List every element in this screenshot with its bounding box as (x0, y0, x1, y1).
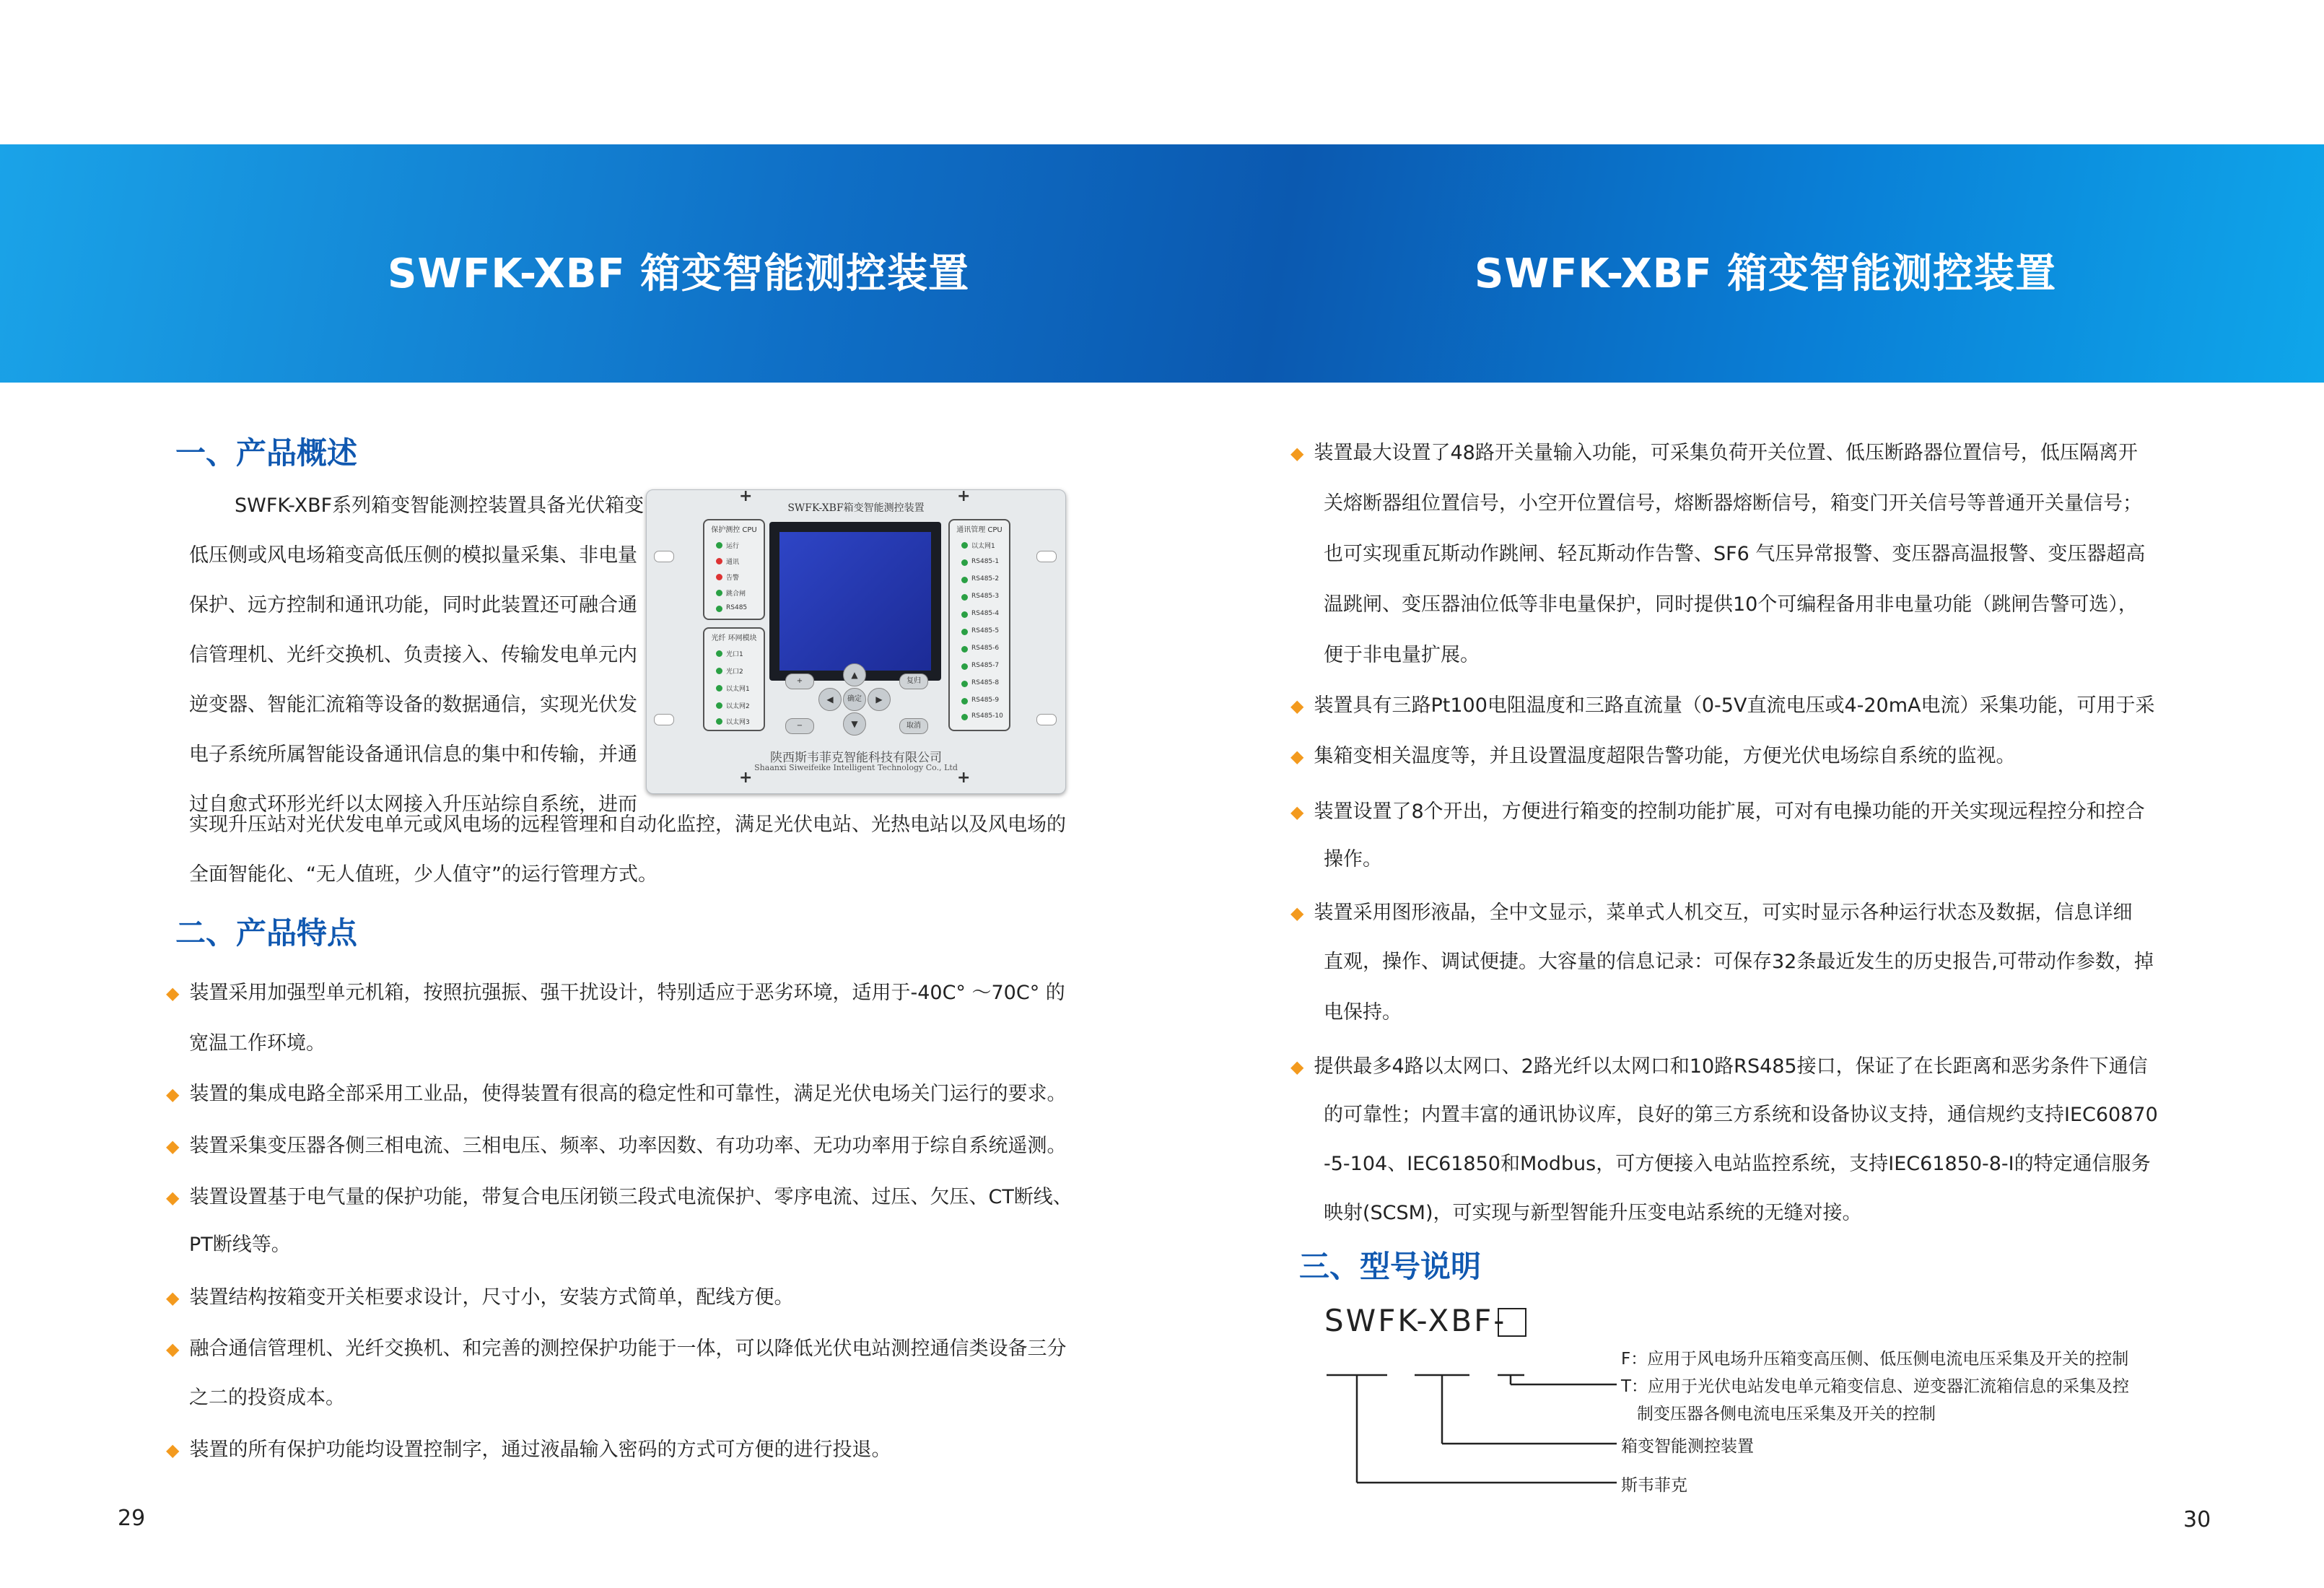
led-label: RS485-9 (971, 697, 1000, 704)
device-title: SWFK-XBF箱变智能测控装置 (787, 502, 925, 514)
section-title-features: 二、产品特点 (175, 915, 358, 951)
overview-line: 过自愈式环形光纤以太网接入升压站综自系统，进而 (189, 793, 637, 816)
ok-button[interactable]: 确定 (843, 688, 866, 711)
overview-line: 保护、远方控制和通讯功能，同时此装置还可融合通 (189, 594, 637, 616)
led-label: RS485-10 (971, 712, 1003, 720)
model-note-brand: 斯韦菲克 (1621, 1476, 1687, 1495)
reset-button[interactable]: 复归 (899, 673, 928, 689)
led-label: RS485 (726, 604, 748, 611)
bullet-diamond-icon: ◆ (166, 1440, 180, 1460)
nav-right-button[interactable]: ▶ (868, 688, 891, 711)
model-note-t-cont: 制变压器各侧电流电压采集及开关的控制 (1637, 1405, 1936, 1423)
bullet-diamond-icon: ◆ (166, 1339, 180, 1359)
bullet-diamond-icon: ◆ (166, 983, 180, 1003)
overview-line: 低压侧或风电场箱变高低压侧的模拟量采集、非电量 (189, 544, 637, 567)
section-title-overview: 一、产品概述 (175, 435, 358, 471)
bullet-diamond-icon: ◆ (166, 1084, 180, 1104)
led-label: 以太网2 (726, 703, 750, 710)
bullet-diamond-icon: ◆ (1290, 903, 1304, 923)
feature-text: 装置的集成电路全部采用工业品，使得装置有很高的稳定性和可靠性，满足光伏电场关门运行的要求。 (189, 1083, 1067, 1105)
feature-text: 集箱变相关温度等，并且设置温度超限告警功能，方便光伏电场综自系统的监视。 (1314, 745, 2016, 767)
feature-text-cont: 电保持。 (1324, 1001, 1402, 1024)
nav-down-button[interactable]: ▼ (843, 712, 866, 736)
feature-text-cont: -5-104、IEC61850和Modbus，可方便接入电站监控系统，支持IEC61850-8-I的特定通信服务 (1324, 1153, 2151, 1175)
feature-text: 提供最多4路以太网口、2路光纤以太网口和10路RS485接口，保证了在长距离和恶劣条件下通信 (1314, 1055, 2148, 1078)
feature-text: 装置采用图形液晶，全中文显示，菜单式人机交互，可实时显示各种运行状态及数据，信息详细 (1314, 902, 2133, 924)
feature-text-cont: 关熔断器组位置信号，小空开位置信号，熔断器熔断信号，箱变门开关信号等普通开关量信号； (1324, 492, 2142, 515)
company-name-cn: 陕西斯韦菲克智能科技有限公司 (770, 751, 942, 765)
feature-text: 融合通信管理机、光纤交换机、和完善的测控保护功能于一体，可以降低光伏电站测控通信类设备三分 (189, 1338, 1067, 1360)
model-note-f: F：应用于风电场升压箱变高压侧、低压侧电流电压采集及开关的控制 (1621, 1350, 2129, 1369)
screw-plus: + (957, 769, 971, 787)
bullet-diamond-icon: ◆ (166, 1288, 180, 1308)
feature-text: 装置设置了8个开出，方便进行箱变的控制功能扩展，可对有电操功能的开关实现远程控分和控合 (1314, 800, 2145, 823)
led-label: 运行 (726, 543, 740, 550)
led-label: 光口2 (726, 668, 743, 676)
led-label: RS485-5 (971, 627, 1000, 634)
minus-button[interactable]: − (785, 718, 814, 734)
bullet-diamond-icon: ◆ (1290, 802, 1304, 822)
feature-text: 装置最大设置了48路开关量输入功能，可采集负荷开关位置、低压断路器位置信号，低压隔离开 (1314, 442, 2138, 464)
led-label: 光口1 (726, 651, 743, 658)
feature-text: 装置采集变压器各侧三相电流、三相电压、频率、功率因数、有功功率、无功功率用于综自系统遥测。 (189, 1135, 1067, 1157)
panel-title: 光纤 环网模块 (711, 634, 757, 642)
led-label: RS485-6 (971, 645, 1000, 652)
model-note-product: 箱变智能测控装置 (1621, 1437, 1754, 1456)
overview-line: 全面智能化、“无人值班，少人值守”的运行管理方式。 (189, 863, 658, 886)
feature-text-cont: 温跳闸、变压器油位低等非电量保护，同时提供10个可编程备用非电量功能（跳闸告警可选）， (1324, 593, 2138, 616)
bullet-diamond-icon: ◆ (166, 1136, 180, 1156)
led-label: 以太网3 (726, 719, 750, 726)
feature-text: 装置具有三路Pt100电阻温度和三路直流量（0-5V直流电压或4-20mA电流）采集功能，可用于采 (1314, 694, 2155, 717)
led-label: RS485-2 (971, 575, 1000, 583)
overview-line: SWFK-XBF系列箱变智能测控装置具备光伏箱变 (235, 494, 645, 517)
nav-left-button[interactable]: ◀ (818, 688, 842, 711)
model-note-t: T：应用于光伏电站发电单元箱变信息、逆变器汇流箱信息的采集及控 (1621, 1377, 2130, 1396)
feature-text-cont: 直观，操作、调试便捷。大容量的信息记录：可保存32条最近发生的历史报告,可带动作参数，掉 (1324, 951, 2154, 973)
feature-text-cont: 便于非电量扩展。 (1324, 644, 1480, 666)
feature-text: 装置采用加强型单元机箱，按照抗强振、强干扰设计，特别适应于恶劣环境，适用于-40C° ～70C° 的 (189, 982, 1065, 1004)
led-label: RS485-4 (971, 610, 1000, 617)
feature-text: 装置设置基于电气量的保护功能，带复合电压闭锁三段式电流保护、零序电流、过压、欠压、CT断线、 (189, 1186, 1073, 1208)
overview-line: 逆变器、智能汇流箱等设备的数据通信，实现光伏发 (189, 694, 637, 716)
page-number-right: 30 (2183, 1507, 2211, 1532)
led-label: 跳合闸 (726, 590, 746, 598)
model-code: SWFK-XBF- (1324, 1303, 1507, 1338)
bullet-diamond-icon: ◆ (1290, 696, 1304, 716)
led-label: RS485-3 (971, 593, 1000, 600)
led-label: RS485-7 (971, 662, 1000, 669)
feature-text-cont: PT断线等。 (189, 1234, 291, 1256)
led-label: 告警 (726, 575, 740, 582)
feature-text: 装置结构按箱变开关柜要求设计，尺寸小，安装方式简单，配线方便。 (189, 1286, 794, 1309)
screw-plus: + (739, 487, 753, 505)
overview-line: 电子系统所属智能设备通讯信息的集中和传输，并通 (189, 743, 637, 766)
panel-title: 通讯管理 CPU (956, 526, 1002, 534)
page-title-right: SWFK-XBF 箱变智能测控装置 (1475, 250, 2057, 297)
plus-button[interactable]: + (785, 673, 814, 689)
overview-line: 信管理机、光纤交换机、负责接入、传输发电单元内 (189, 644, 637, 666)
feature-text-cont: 之二的投资成本。 (189, 1387, 345, 1409)
feature-text-cont: 操作。 (1324, 848, 1382, 871)
bullet-diamond-icon: ◆ (1290, 443, 1304, 463)
led-label: 通讯 (726, 559, 740, 566)
feature-text-cont: 的可靠性；内置丰富的通讯协议库，良好的第三方系统和设备协议支持，通信规约支持IEC60870 (1324, 1104, 2158, 1126)
page-title-left: SWFK-XBF 箱变智能测控装置 (388, 250, 970, 297)
led-label: 以太网1 (971, 543, 995, 550)
feature-text-cont: 宽温工作环境。 (189, 1032, 326, 1055)
feature-text-cont: 也可实现重瓦斯动作跳闸、轻瓦斯动作告警、SF6 气压异常报警、变压器高温报警、变压器超高 (1324, 543, 2146, 565)
screw-plus: + (957, 487, 971, 505)
cancel-button[interactable]: 取消 (899, 718, 928, 734)
section-title-model: 三、型号说明 (1299, 1249, 1482, 1284)
bullet-diamond-icon: ◆ (1290, 746, 1304, 767)
feature-text-cont: 映射(SCSM)，可实现与新型智能升压变电站系统的无缝对接。 (1324, 1202, 1862, 1224)
panel-title: 保护测控 CPU (711, 526, 757, 534)
feature-text: 装置的所有保护功能均设置控制字，通过液晶输入密码的方式可方便的进行投退。 (189, 1439, 891, 1461)
screw-plus: + (739, 769, 753, 787)
nav-up-button[interactable]: ▲ (843, 663, 866, 686)
overview-line: 实现升压站对光伏发电单元或风电场的远程管理和自动化监控，满足光伏电站、光热电站以及风电场的 (189, 813, 1066, 836)
led-label: 以太网1 (726, 686, 750, 693)
company-name-en: Shaanxi Siweifeike Intelligent Technology Co., Ltd (754, 763, 958, 772)
bullet-diamond-icon: ◆ (166, 1187, 180, 1208)
led-label: RS485-8 (971, 679, 1000, 686)
page-number-left: 29 (118, 1506, 146, 1531)
led-label: RS485-1 (971, 558, 1000, 565)
bullet-diamond-icon: ◆ (1290, 1057, 1304, 1077)
